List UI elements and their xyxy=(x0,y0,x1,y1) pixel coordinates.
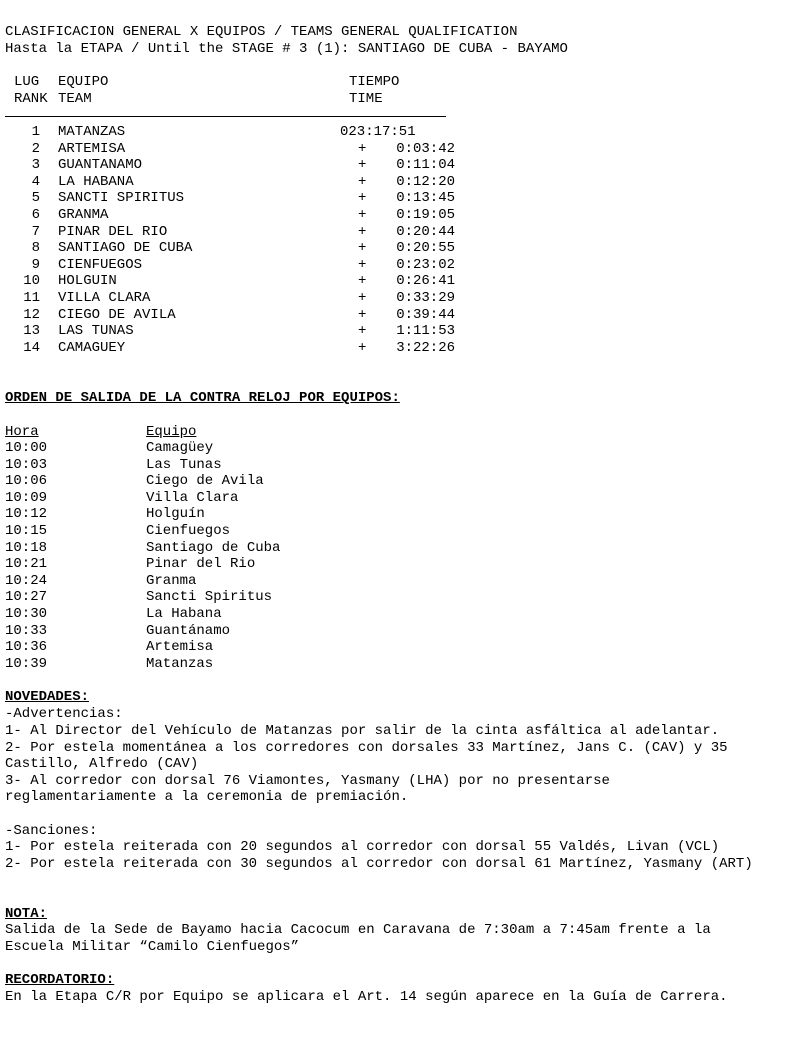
header-subtitle: Hasta la ETAPA / Until the STAGE # 3 (1): SANTIAGO DE CUBA - BAYAMO xyxy=(5,41,568,57)
rank-cell: 7 xyxy=(31,223,40,240)
col-header-team-es: EQUIPO xyxy=(58,74,109,90)
start-team: Sancti Spiritus xyxy=(146,589,273,606)
rank-cell: 12 xyxy=(23,306,40,323)
plus-sign: + xyxy=(358,140,367,157)
rank-cell: 3 xyxy=(31,157,40,174)
start-hour: 10:24 xyxy=(5,572,48,589)
reminder-line: En la Etapa C/R por Equipo se aplicara el Art. 14 según aparece en la Guía de Carrera. xyxy=(5,989,728,1005)
time-cell: 0:20:55 xyxy=(396,240,455,257)
time-cell: 0:19:05 xyxy=(396,207,455,223)
start-team: Holguín xyxy=(146,506,205,523)
rank-cell: 4 xyxy=(31,173,40,190)
time-cell: 3:22:26 xyxy=(396,339,455,356)
start-hour: 10:36 xyxy=(5,639,48,656)
rank-cell: 14 xyxy=(23,339,40,356)
rank-cell: 9 xyxy=(31,256,40,273)
time-cell: 0:13:45 xyxy=(396,190,455,207)
plus-sign: + xyxy=(358,306,367,323)
plus-sign: + xyxy=(358,190,367,207)
note-title: NOTA: xyxy=(5,906,48,922)
start-team: Ciego de Avila xyxy=(146,473,264,490)
team-cell: CAMAGUEY xyxy=(58,339,126,356)
start-hour: 10:00 xyxy=(5,440,48,456)
plus-sign: + xyxy=(358,240,367,257)
time-cell: 023:17:51 xyxy=(340,124,416,140)
start-hour: 10:09 xyxy=(5,489,48,506)
start-team: Villa Clara xyxy=(146,489,239,506)
start-team: Guantánamo xyxy=(146,622,231,639)
time-cell: 0:33:29 xyxy=(396,290,455,306)
time-cell: 0:11:04 xyxy=(396,157,455,174)
start-hour: 10:06 xyxy=(5,473,48,490)
news-title: NOVEDADES: xyxy=(5,689,90,705)
note-line: Salida de la Sede de Bayamo hacia Cacocum en Caravana de 7:30am a 7:45am frente a la xyxy=(5,922,711,938)
warnings-label: -Advertencias: xyxy=(5,706,123,722)
start-order-col-team: Equipo xyxy=(146,424,197,440)
start-hour: 10:15 xyxy=(5,523,48,539)
col-header-rank-en: RANK xyxy=(14,91,48,107)
warning-line: reglamentariamente a la ceremonia de premiación. xyxy=(5,789,409,806)
plus-sign: + xyxy=(358,157,367,174)
rank-cell: 6 xyxy=(31,207,40,223)
sanction-line: 2- Por estela reiterada con 30 segundos al corredor con dorsal 61 Martínez, Yasmany (ART) xyxy=(5,855,753,872)
time-cell: 0:03:42 xyxy=(396,140,455,157)
start-hour: 10:18 xyxy=(5,539,48,556)
start-order-col-hour: Hora xyxy=(5,424,39,440)
warning-line: 2- Por estela momentánea a los corredores con dorsales 33 Martínez, Jans C. (CAV) y 35 xyxy=(5,739,728,756)
time-cell: 0:20:44 xyxy=(396,223,455,240)
team-cell: LAS TUNAS xyxy=(58,323,134,340)
rank-cell: 13 xyxy=(23,323,40,340)
col-header-time-es: TIEMPO xyxy=(349,74,400,90)
plus-sign: + xyxy=(358,207,367,223)
time-cell: 0:12:20 xyxy=(396,173,455,190)
plus-sign: + xyxy=(358,323,367,340)
reminder-title: RECORDATORIO: xyxy=(5,972,115,988)
header-title: CLASIFICACION GENERAL X EQUIPOS / TEAMS GENERAL QUALIFICATION xyxy=(5,24,518,40)
team-cell: CIEGO DE AVILA xyxy=(58,306,176,323)
start-order-title: ORDEN DE SALIDA DE LA CONTRA RELOJ POR EQUIPOS: xyxy=(5,390,400,406)
team-cell: SANCTI SPIRITUS xyxy=(58,190,185,207)
time-cell: 1:11:53 xyxy=(396,323,455,340)
start-team: Pinar del Rio xyxy=(146,556,256,573)
team-cell: SANTIAGO DE CUBA xyxy=(58,240,193,257)
team-cell: ARTEMISA xyxy=(58,140,126,157)
team-cell: VILLA CLARA xyxy=(58,290,151,306)
start-team: Las Tunas xyxy=(146,456,222,473)
team-cell: MATANZAS xyxy=(58,124,126,140)
start-team: Cienfuegos xyxy=(146,523,231,539)
plus-sign: + xyxy=(358,223,367,240)
start-team: Granma xyxy=(146,572,197,589)
rank-cell: 2 xyxy=(31,140,40,157)
start-hour: 10:27 xyxy=(5,589,48,606)
plus-sign: + xyxy=(358,256,367,273)
warning-line: 3- Al corredor con dorsal 76 Viamontes, Yasmany (LHA) por no presentarse xyxy=(5,772,610,789)
start-hour: 10:12 xyxy=(5,506,48,523)
plus-sign: + xyxy=(358,173,367,190)
start-hour: 10:33 xyxy=(5,622,48,639)
time-cell: 0:23:02 xyxy=(396,256,455,273)
start-team: Artemisa xyxy=(146,639,214,656)
team-cell: GUANTANAMO xyxy=(58,157,143,174)
warning-line: Castillo, Alfredo (CAV) xyxy=(5,756,199,773)
time-cell: 0:26:41 xyxy=(396,273,455,290)
rank-cell: 8 xyxy=(31,240,40,257)
plus-sign: + xyxy=(358,339,367,356)
start-hour: 10:03 xyxy=(5,456,48,473)
start-hour: 10:21 xyxy=(5,556,48,573)
sanctions-label: -Sanciones: xyxy=(5,823,98,839)
start-team: La Habana xyxy=(146,606,222,622)
start-team: Santiago de Cuba xyxy=(146,539,281,556)
team-cell: LA HABANA xyxy=(58,173,134,190)
warning-line: 1- Al Director del Vehículo de Matanzas por salir de la cinta asfáltica al adelantar. xyxy=(5,723,720,739)
col-header-team-en: TEAM xyxy=(58,91,92,107)
plus-sign: + xyxy=(358,290,367,306)
team-cell: HOLGUIN xyxy=(58,273,117,290)
plus-sign: + xyxy=(358,273,367,290)
note-line: Escuela Militar “Camilo Cienfuegos” xyxy=(5,938,300,955)
start-hour: 10:30 xyxy=(5,606,48,622)
start-team: Matanzas xyxy=(146,655,214,672)
rank-cell: 5 xyxy=(31,190,40,207)
header-divider xyxy=(5,116,446,117)
time-cell: 0:39:44 xyxy=(396,306,455,323)
team-cell: PINAR DEL RIO xyxy=(58,223,168,240)
start-team: Camagüey xyxy=(146,440,214,456)
team-cell: CIENFUEGOS xyxy=(58,256,143,273)
col-header-time-en: TIME xyxy=(349,91,383,107)
col-header-rank-es: LUG xyxy=(14,74,40,90)
rank-cell: 1 xyxy=(31,124,40,140)
sanction-line: 1- Por estela reiterada con 20 segundos al corredor con dorsal 55 Valdés, Livan (VCL) xyxy=(5,839,720,855)
rank-cell: 10 xyxy=(23,273,40,290)
rank-cell: 11 xyxy=(23,290,40,306)
start-hour: 10:39 xyxy=(5,655,48,672)
team-cell: GRANMA xyxy=(58,207,109,223)
